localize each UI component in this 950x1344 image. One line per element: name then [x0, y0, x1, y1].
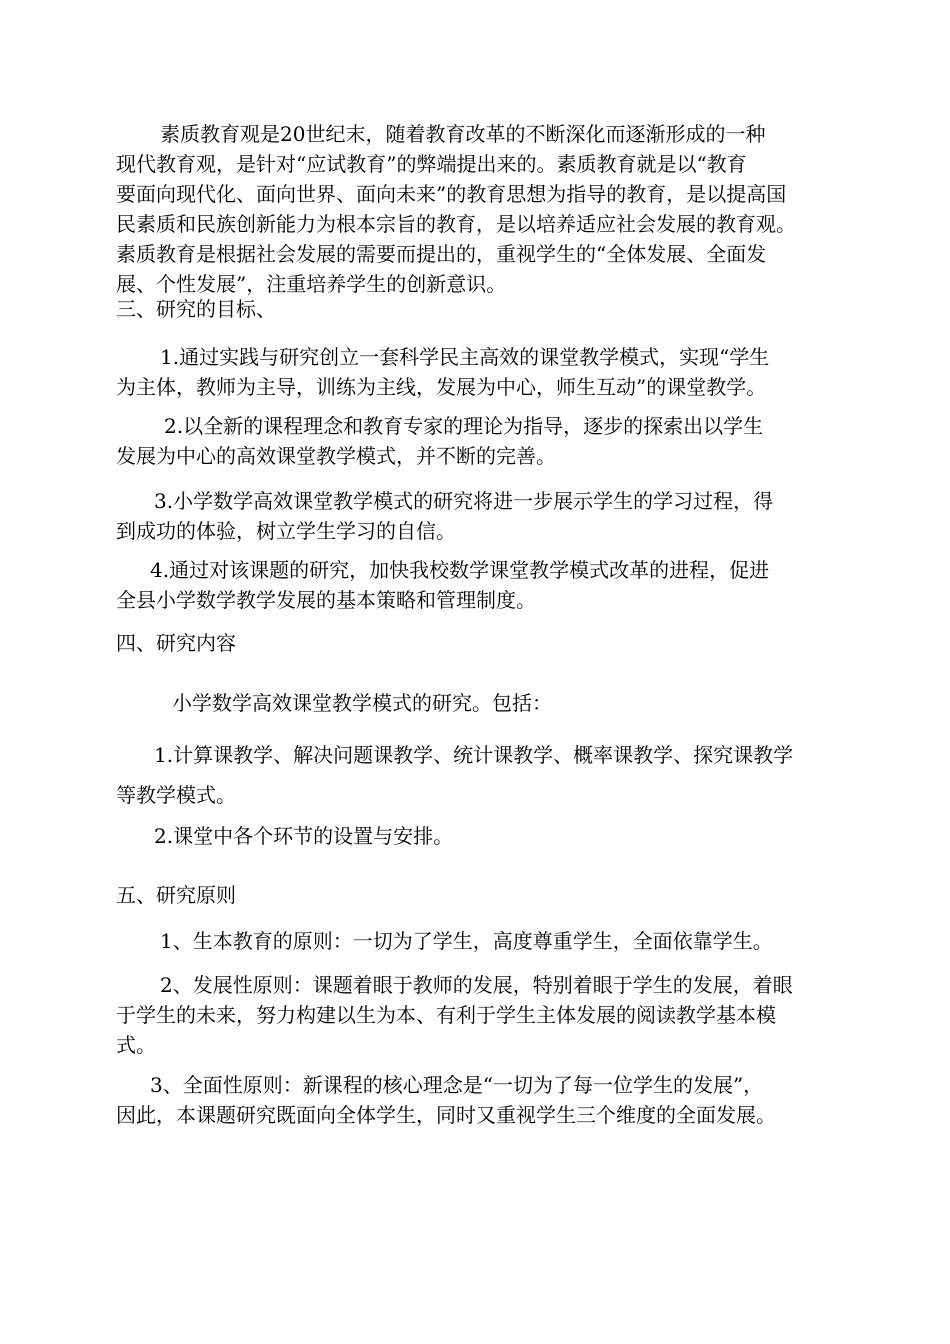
- objective-item-4: [116, 555, 851, 615]
- text-line: 发展为中心的高效课堂教学模式，并不断的完善。: [116, 444, 556, 468]
- principle-item-1: 1、生本教育的原则：一切为了学生，高度尊重学生，全面依靠学生。: [160, 929, 773, 953]
- principle-item-2: [116, 970, 851, 1060]
- text-line: 1.通过实践与研究创立一套科学民主高效的课堂教学模式，实现“学生: [160, 345, 770, 369]
- section-heading-objectives: 三、研究的目标、: [116, 297, 276, 321]
- objective-item-3: [116, 486, 851, 546]
- text-line: 现代教育观，是针对“应试教育”的弊端提出来的。素质教育就是以“教育: [116, 152, 747, 176]
- text-line: 展、个性发展”，注重培养学生的创新意识。: [116, 272, 507, 296]
- content-item-2: 2.课堂中各个环节的设置与安排。: [154, 824, 454, 848]
- text-line: 为主体，教师为主导，训练为主线，发展为中心，师生互动”的课堂教学。: [116, 375, 767, 399]
- text-line: 到成功的体验，树立学生学习的自信。: [116, 519, 456, 543]
- text-line: 2.以全新的课程理念和教育专家的理论为指导，逐步的探索出以学生: [164, 414, 764, 438]
- text-line: 1.计算课教学、解决问题课教学、统计课教学、概率课教学、探究课教学: [154, 743, 794, 767]
- text-line: 因此，本课题研究既面向全体学生，同时又重视学生三个维度的全面发展。: [116, 1103, 776, 1127]
- text-line: 3.小学数学高效课堂教学模式的研究将进一步展示学生的学习过程，得: [154, 489, 774, 513]
- text-line: 3、全面性原则：新课程的核心理念是“一切为了每一位学生的发展”，: [150, 1073, 764, 1097]
- principle-item-3: [116, 1070, 851, 1130]
- text-line: 要面向现代化、面向世界、面向未来”的教育思想为指导的教育，是以提高国: [116, 182, 787, 206]
- section-heading-principles: 五、研究原则: [116, 883, 236, 907]
- text-line: 2、发展性原则：课题着眼于教师的发展，特别着眼于学生的发展，着眼: [160, 973, 793, 997]
- text-line: 全县小学数学教学发展的基本策略和管理制度。: [116, 588, 536, 612]
- intro-paragraph: [116, 119, 851, 299]
- text-line: 式。: [116, 1033, 156, 1057]
- content-item-1: [116, 735, 851, 815]
- text-line: 民素质和民族创新能力为根本宗旨的教育，是以培养适应社会发展的教育观。: [116, 212, 796, 236]
- text-line: 素质教育是根据社会发展的需要而提出的，重视学生的“全体发展、全面发: [116, 242, 767, 266]
- text-line: 于学生的未来，努力构建以生为本、有利于学生主体发展的阅读教学基本模: [116, 1003, 776, 1027]
- content-intro: 小学数学高效课堂教学模式的研究。包括：: [172, 691, 552, 715]
- objective-item-1: [116, 342, 851, 402]
- section-heading-content: 四、研究内容: [116, 631, 236, 655]
- text-line: 4.通过对该课题的研究，加快我校数学课堂教学模式改革的进程，促进: [150, 558, 770, 582]
- objective-item-2: [116, 411, 851, 471]
- text-line: 素质教育观是20世纪末，随着教育改革的不断深化而逐渐形成的一种: [160, 122, 766, 146]
- text-line: 等教学模式。: [116, 783, 236, 807]
